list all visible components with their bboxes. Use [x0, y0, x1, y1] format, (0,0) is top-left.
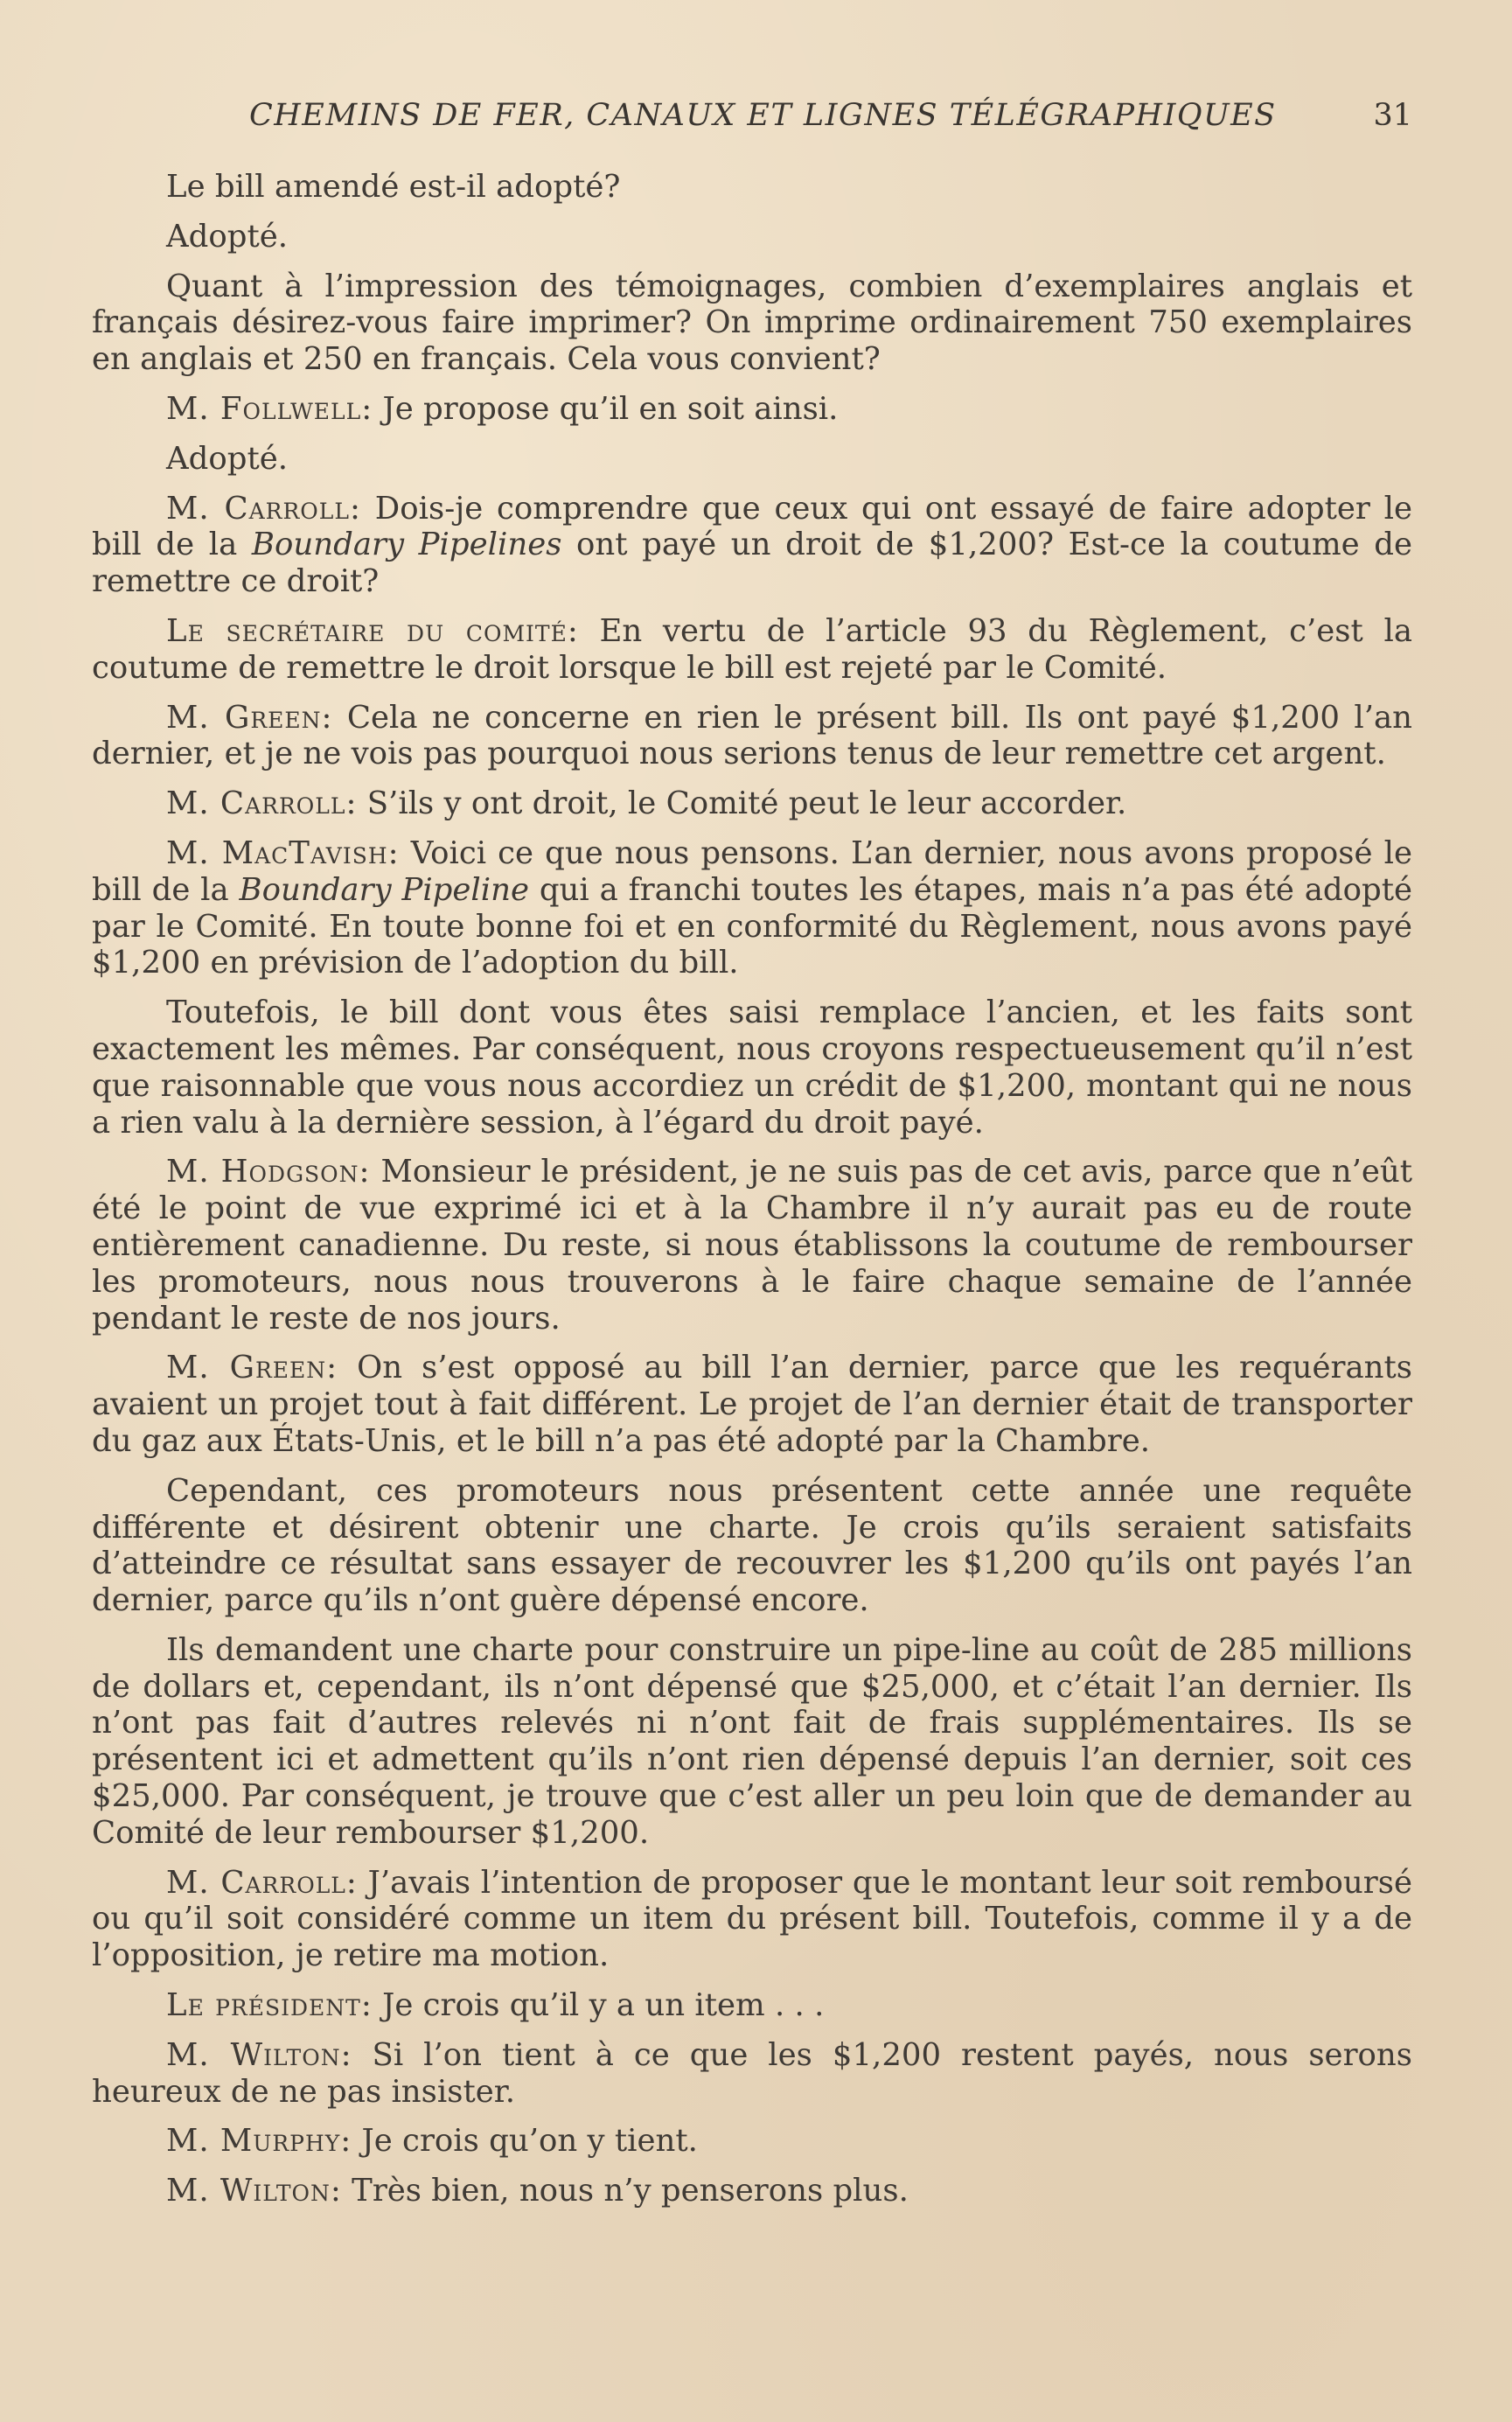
- paragraph: [92, 169, 1412, 206]
- paragraph: [92, 2173, 1412, 2209]
- paragraph-text: Monsieur le président, je ne suis pas de cet avis, parce que n’eût été le point de vue exprimé ici et à la Chambre il n’y aurait pas eu de route entièrement canadienne. Du reste, si nous établissons la coutume de rembourser les promoteurs, nous nous trouverons à le faire chaque semaine de l’année pendant le reste de nos jours.: [92, 1154, 1412, 1337]
- paragraph-text: Adopté.: [166, 218, 289, 255]
- page-header: [92, 98, 1412, 150]
- paragraph: [92, 491, 1412, 600]
- paragraph-text: Quant à l’impression des témoignages, combien d’exemplaires anglais et français désirez-vous faire imprimer? On imprime ordinairement 750 exemplaires en anglais et 250 en français. Cela vous convient?: [92, 268, 1412, 378]
- speaker-name: M. Murphy:: [166, 2123, 352, 2160]
- speaker-name: M. Carroll:: [166, 1864, 358, 1901]
- speaker-name: M. Hodgson:: [166, 1154, 371, 1190]
- speaker-name: M. MacTavish:: [166, 834, 400, 871]
- paragraph-text: Je crois qu’il y a un item . . .: [372, 1987, 825, 2024]
- paragraph: [92, 835, 1412, 981]
- italic-bill-name: Boundary Pipeline: [239, 871, 529, 908]
- paragraph: [92, 391, 1412, 428]
- paragraph-text: En vertu de l’article 93 du Règlement, c’est la coutume de remettre le droit lorsque le bill est rejeté par le Comité.: [92, 612, 1412, 686]
- paragraph-text: Le bill amendé est-il adopté?: [166, 169, 621, 205]
- paragraph-text: ont payé un droit de $1,200? Est-ce la coutume de remettre ce droit?: [92, 527, 1412, 600]
- speaker-name: M. Green:: [166, 1350, 338, 1386]
- paragraph: [92, 700, 1412, 773]
- paragraph-text: Je propose qu’il en soit ainsi.: [373, 390, 839, 427]
- italic-bill-name: Boundary Pipelines: [251, 527, 562, 563]
- paragraph-text: Ils demandent une charte pour construire un pipe-line au coût de 285 millions de dollars et, cependant, ils n’ont dépensé que $25,000, et c’était l’an dernier. Ils n’ont pas fait d’autres relevés ni n’ont fait de frais supplémentaires. Ils se présentent ici et admettent qu’ils n’ont rien dépensé depuis l’an dernier, soit ces $25,000. Par conséquent, je trouve que c’est aller un peu loin que de demander au Comité de leur rembourser $1,200.: [92, 1631, 1412, 1851]
- speaker-name: M. Carroll:: [166, 490, 361, 527]
- paragraph: [92, 785, 1412, 822]
- page-number: 31: [1373, 98, 1412, 133]
- paragraph: [92, 1632, 1412, 1852]
- paragraph: [92, 2123, 1412, 2160]
- paragraph-text: Si l’on tient à ce que les $1,200 restent payés, nous serons heureux de ne pas insister.: [92, 2036, 1412, 2110]
- paragraph: [92, 1865, 1412, 1974]
- speaker-name: Le président:: [166, 1987, 373, 2024]
- paragraph: [92, 613, 1412, 687]
- paragraph-text: J’avais l’intention de proposer que le montant leur soit remboursé ou qu’il soit considéré comme un item du présent bill. Toutefois, comme il y a de l’opposition, je retire ma motion.: [92, 1864, 1412, 1974]
- paragraph: [92, 1350, 1412, 1459]
- paragraph-text: Je crois qu’on y tient.: [352, 2123, 698, 2160]
- paragraph-text: Dois-je comprendre que ceux qui ont essayé de faire adopter le bill de la: [92, 490, 1412, 563]
- paragraph: [92, 269, 1412, 378]
- paragraph-text: Cependant, ces promoteurs nous présentent cette année une requête différente et désirent obtenir une charte. Je crois qu’ils seraient satisfaits d’atteindre ce résultat sans essayer de recouvrer les $1,200 qu’ils ont payés l’an dernier, parce qu’ils n’ont guère dépensé encore.: [92, 1472, 1412, 1619]
- speaker-name: M. Carroll:: [166, 785, 358, 822]
- speaker-name: M. Wilton:: [166, 2036, 352, 2073]
- paragraph: [92, 1473, 1412, 1619]
- running-title: CHEMINS DE FER, CANAUX ET LIGNES TÉLÉGRAPHIQUES: [249, 98, 1277, 133]
- body-text: [92, 169, 1412, 2223]
- paragraph-text: Voici ce que nous pensons. L’an dernier, nous avons proposé le bill de la: [92, 834, 1412, 908]
- paragraph: [92, 2037, 1412, 2111]
- paragraph-text: On s’est opposé au bill l’an dernier, parce que les requérants avaient un projet tout à fait différent. Le projet de l’an dernier était de transporter du gaz aux États-Unis, et le bill n’a pas été adopté par la Chambre.: [92, 1350, 1413, 1459]
- paragraph-text: Toutefois, le bill dont vous êtes saisi remplace l’ancien, et les faits sont exactement les mêmes. Par conséquent, nous croyons respectueusement qu’il n’est que raisonnable que vous nous accordiez un crédit de $1,200, montant qui ne nous a rien valu à la dernière session, à l’égard du droit payé.: [92, 995, 1412, 1141]
- paragraph-text: Cela ne concerne en rien le présent bill. Ils ont payé $1,200 l’an dernier, et je ne vois pas pourquoi nous serions tenus de leur remettre cet argent.: [92, 699, 1413, 772]
- speaker-name: M. Green:: [166, 699, 333, 736]
- speaker-name: Le secrétaire du comité:: [166, 612, 579, 649]
- paragraph-text: Adopté.: [166, 440, 289, 477]
- paragraph: [92, 219, 1412, 255]
- speaker-name: M. Follwell:: [166, 390, 373, 427]
- paragraph: [92, 1154, 1412, 1337]
- paragraph: [92, 995, 1412, 1141]
- paragraph-text: qui a franchi toutes les étapes, mais n’a pas été adopté par le Comité. En toute bonne foi et en conformité du Règlement, nous avons payé $1,200 en prévision de l’adoption du bill.: [92, 871, 1412, 981]
- speaker-name: M. Wilton:: [166, 2173, 342, 2209]
- paragraph: [92, 1987, 1412, 2024]
- paragraph-text: Très bien, nous n’y penserons plus.: [341, 2173, 909, 2209]
- paragraph-text: S’ils y ont droit, le Comité peut le leur accorder.: [357, 785, 1127, 822]
- paragraph: [92, 441, 1412, 478]
